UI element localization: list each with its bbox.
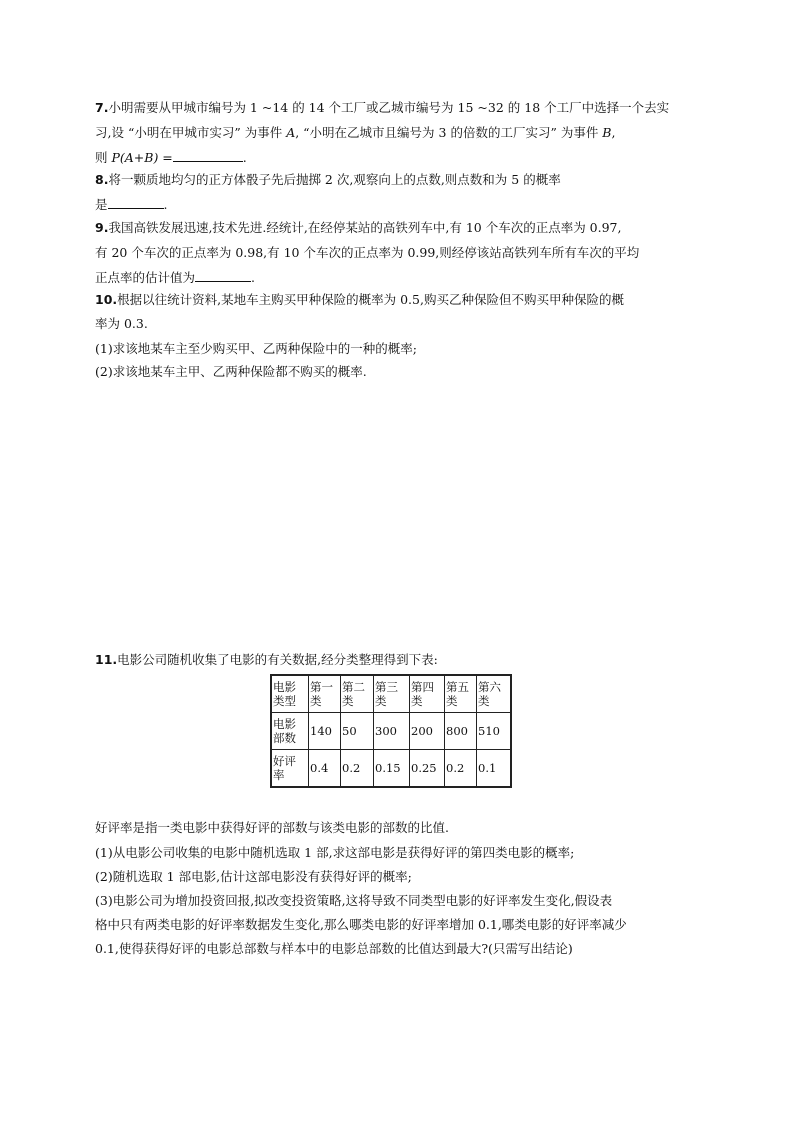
q11-definition: 好评率是指一类电影中获得好评的部数与该类电影的部数的比值. bbox=[95, 820, 449, 835]
q7-text-3end: . bbox=[242, 150, 247, 165]
q7-line-1 bbox=[95, 100, 669, 116]
q9-number: 9. bbox=[95, 220, 109, 235]
q9-text-3a: 正点率的估计值为 bbox=[95, 270, 196, 285]
q8-line-2 bbox=[95, 196, 168, 213]
q11-part-2: (2)随机选取 1 部电影,估计这部电影没有获得好评的概率; bbox=[95, 869, 412, 884]
table-cell: 0.1 bbox=[477, 750, 512, 788]
q10-number: 10. bbox=[95, 292, 118, 307]
q11-intro: 电影公司随机收集了电影的有关数据,经分类整理得到下表: bbox=[117, 652, 438, 667]
q8-line-1 bbox=[95, 172, 561, 188]
q9-text-1: 我国高铁发展迅速,技术先进.经统计,在经停某站的高铁列车中,有 10 个车次的正点率为 0.97, bbox=[108, 220, 622, 235]
q7-expression: P(A+B) = bbox=[111, 150, 173, 165]
table-header-cell: 第二 类 bbox=[341, 675, 374, 713]
q10-line-2 bbox=[95, 316, 148, 332]
q7-text-2b: , “小明在乙城市且编号为 3 的倍数的工厂实习” 为事件 bbox=[295, 125, 603, 140]
q7-text-2c: , bbox=[611, 125, 616, 140]
q9-line-1 bbox=[95, 220, 621, 236]
q11-number: 11. bbox=[95, 652, 118, 667]
q8-text-2end: . bbox=[163, 197, 168, 212]
q10-text-1: 根据以往统计资料,某地车主购买甲种保险的概率为 0.5,购买乙种保险但不购买甲种保险的概 bbox=[117, 292, 624, 307]
q8-answer-blank[interactable] bbox=[108, 196, 164, 209]
q10-line-1 bbox=[95, 292, 624, 308]
table-header-row bbox=[271, 675, 511, 713]
table-cell: 0.15 bbox=[374, 750, 410, 788]
q9-text-2: 有 20 个车次的正点率为 0.98,有 10 个车次的正点率为 0.99,则经停该站高铁列车所有车次的平均 bbox=[95, 245, 640, 260]
table-row-count bbox=[271, 713, 511, 750]
event-a: A bbox=[286, 125, 296, 140]
q7-text-3a: 则 bbox=[95, 150, 112, 165]
table-header-cell: 电影 类型 bbox=[271, 675, 309, 713]
table-header-cell: 第六 类 bbox=[477, 675, 512, 713]
table-cell: 140 bbox=[309, 713, 341, 750]
table-row-label: 电影 部数 bbox=[271, 713, 309, 750]
table-cell: 0.2 bbox=[341, 750, 374, 788]
q11-line-1 bbox=[95, 652, 438, 668]
q9-text-3end: . bbox=[251, 270, 255, 285]
q11-part-3-line-3: 0.1,使得获得好评的电影总部数与样本中的电影总部数的比值达到最大?(只需写出结论) bbox=[95, 941, 573, 956]
q7-answer-blank[interactable] bbox=[173, 149, 243, 162]
q9-answer-blank[interactable] bbox=[195, 269, 251, 282]
q11-part-3-line-2: 格中只有两类电影的好评率数据发生变化,那么哪类电影的好评率增加 0.1,哪类电影的好评率减少 bbox=[95, 917, 627, 932]
table-header-cell: 第四 类 bbox=[410, 675, 445, 713]
movie-data-table bbox=[270, 674, 512, 788]
event-b: B bbox=[602, 125, 612, 140]
table-header-cell: 第一 类 bbox=[309, 675, 341, 713]
q7-text-1: 小明需要从甲城市编号为 1 ~14 的 14 个工厂或乙城市编号为 15 ~32 的 18 个工厂中选择一个去实 bbox=[108, 100, 670, 115]
q8-number: 8. bbox=[95, 172, 109, 187]
q7-line-2 bbox=[95, 125, 615, 141]
table-cell: 800 bbox=[445, 713, 477, 750]
q8-text-2a: 是 bbox=[95, 197, 108, 212]
q7-line-3 bbox=[95, 149, 247, 166]
q7-number: 7. bbox=[95, 100, 109, 115]
table-cell: 200 bbox=[410, 713, 445, 750]
table-cell: 50 bbox=[341, 713, 374, 750]
q11-part-1: (1)从电影公司收集的电影中随机选取 1 部,求这部电影是获得好评的第四类电影的概率; bbox=[95, 845, 575, 860]
q9-line-2 bbox=[95, 245, 639, 261]
q10-text-2: 率为 0.3. bbox=[95, 316, 148, 331]
table-cell: 300 bbox=[374, 713, 410, 750]
q11-part-3-line-1: (3)电影公司为增加投资回报,拟改变投资策略,这将导致不同类型电影的好评率发生变化,假设表 bbox=[95, 893, 613, 908]
q9-line-3 bbox=[95, 269, 255, 286]
q10-part-1: (1)求该地某车主至少购买甲、乙两种保险中的一种的概率; bbox=[95, 341, 417, 356]
table-header-cell: 第五 类 bbox=[445, 675, 477, 713]
q7-text-2a: 习,设 “小明在甲城市实习” 为事件 bbox=[95, 125, 287, 140]
q8-text-1: 将一颗质地均匀的正方体骰子先后抛掷 2 次,观察向上的点数,则点数和为 5 的概率 bbox=[108, 172, 561, 187]
table-cell: 0.4 bbox=[309, 750, 341, 788]
table-row-label: 好评 率 bbox=[271, 750, 309, 788]
table-cell: 510 bbox=[477, 713, 512, 750]
table-header-cell: 第三 类 bbox=[374, 675, 410, 713]
q10-part-2: (2)求该地某车主甲、乙两种保险都不购买的概率. bbox=[95, 364, 367, 379]
table-cell: 0.2 bbox=[445, 750, 477, 788]
table-cell: 0.25 bbox=[410, 750, 445, 788]
table-row-rate bbox=[271, 750, 511, 788]
